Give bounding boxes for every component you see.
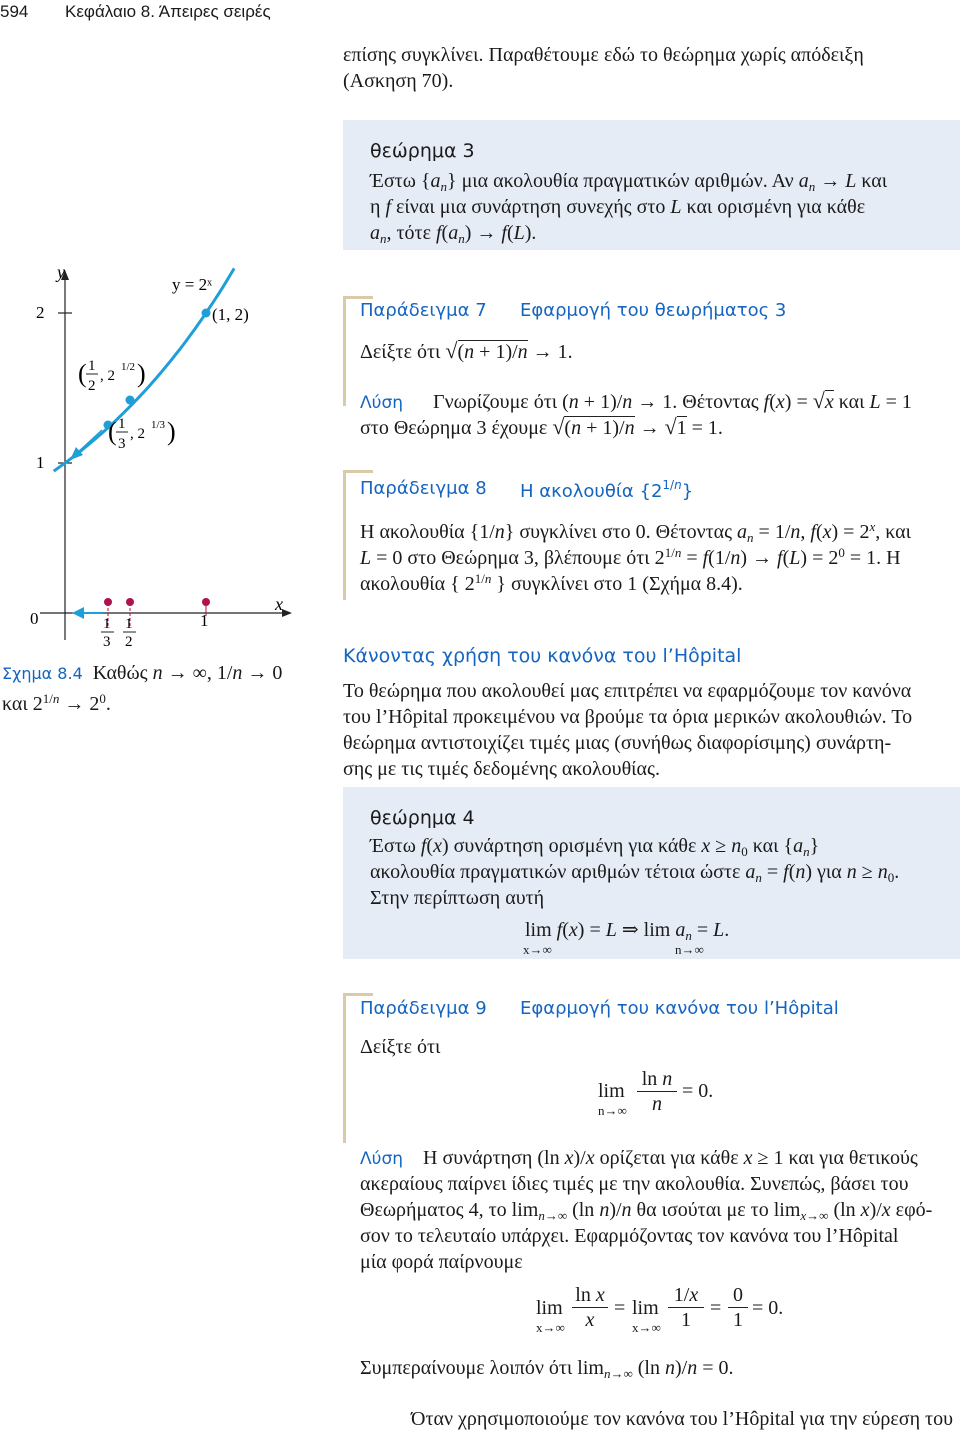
svg-text:, 2: , 2 [130, 426, 145, 442]
running-title: Κεφάλαιο 8. Άπειρες σειρές [65, 2, 271, 21]
example-9-formula-sub: n→∞ [598, 1103, 627, 1118]
theorem-3-line-1: Έστω $\{a_n\}$ μια ακολουθία πραγματικών αριθμών. Αν $a_n \to L$ και [370, 170, 888, 194]
svg-text:1: 1 [118, 416, 126, 432]
point-label-third [108, 416, 176, 452]
y-tick-2: 2 [36, 303, 45, 322]
lhopital-line-2: του l’Hôpital προκειμένου να βρούμε τα όρια μερικών ακολουθιών. Το [343, 706, 913, 728]
figure-8-4 [0, 260, 330, 660]
svg-text:): ) [167, 417, 176, 446]
formula2-lim-1: lim [536, 1297, 563, 1319]
x-axis-label: x [275, 594, 283, 614]
svg-text:1: 1 [103, 616, 111, 632]
x-tick-half [123, 616, 136, 650]
lhopital-line-4: σης με τις τιμές δεδομένης ακολουθίας. [343, 758, 660, 780]
point-label-half [78, 358, 146, 394]
formula2-eq-1: = [614, 1297, 626, 1319]
theorem-3-line-2: η f είναι μια συνάρτηση συνεχής στο L και ορισμένη για κάθε [370, 196, 866, 218]
example-9-solution-line-2: ακεραίους παίρνει ίδιες τιμές με την ακολουθία. Συνεπώς, βάσει του [360, 1173, 909, 1195]
example-9-solution-line-3: Θεωρήματος 4, το $\lim_{n\to\infty} (\ln$ n)/n θα ισούται με το $\lim_{x\to\infty} (\ln$ x)/x εφό- [360, 1199, 933, 1223]
curve-label: y = 2ˣ [172, 275, 213, 294]
example-9-formula-den: n [652, 1093, 662, 1115]
formula2-den-1: x [585, 1309, 595, 1331]
example-9-label: Παράδειγμα 9 [360, 998, 487, 1019]
example-8-title: Η ακολουθία $\{2^{1/n}\}$ [520, 478, 694, 502]
formula2-sub-1: x→∞ [536, 1320, 565, 1335]
svg-text:1: 1 [125, 616, 133, 632]
point-label-1: (1, 2) [212, 305, 249, 324]
intro-line-1: επίσης συγκλίνει. Παραθέτουμε εδώ το θεώρημα χωρίς απόδειξη [343, 44, 864, 66]
example-8-line-1: Η ακολουθία {1/n} συγκλίνει στο 0. Θέτοντας $a_n = 1/n$, $f(x) = 2^x$, και [360, 519, 912, 545]
formula2-den-3: 1 [733, 1309, 743, 1331]
svg-text:1/2: 1/2 [121, 361, 136, 373]
theorem-4-formula-sub-1: x→∞ [523, 942, 552, 957]
svg-text:, 2: , 2 [100, 368, 115, 384]
svg-text:1: 1 [88, 358, 96, 374]
example-9-statement: Δείξτε ότι [360, 1036, 441, 1058]
formula2-eq-2: = [710, 1297, 722, 1319]
example-7-title: Εφαρμογή του θεωρήματος 3 [520, 300, 787, 321]
formula2-num-2: 1/x [673, 1284, 699, 1306]
example-9-formula-rhs: = 0. [682, 1080, 714, 1102]
example-7-solution-line-2: στο Θεώρημα 3 έχουμε √(n + 1)/n → √1 = 1. [360, 414, 723, 439]
curve-point-1 [202, 309, 211, 318]
footer-line: Όταν χρησιμοποιούμε τον κανόνα του l’Hôpital για την εύρεση του [411, 1408, 953, 1430]
svg-text:2: 2 [88, 378, 96, 394]
svg-text:1/3: 1/3 [151, 419, 166, 431]
theorem-4-line-1: Έστω f(x) συνάρτηση ορισμένη για κάθε $x \ge n_0$ και $\{a_n\}$ [370, 835, 820, 859]
example-9-solution-line-5: μία φορά παίρνουμε [360, 1251, 523, 1273]
formula2-lim-2: lim [632, 1297, 659, 1319]
formula2-num-3: 0 [733, 1284, 743, 1306]
svg-text:2: 2 [125, 634, 133, 650]
figure-caption-line-2: και $2^{1/n} \to 2^0$. [2, 691, 111, 715]
theorem-4-line-3: Στην περίπτωση αυτή [370, 887, 545, 909]
example-9-solution-label: Λύση [360, 1149, 404, 1169]
lhopital-line-1: Το θεώρημα που ακολουθεί μας επιτρέπει να εφαρμόζουμε τον κανόνα [343, 680, 912, 702]
svg-text:(: ( [108, 417, 117, 446]
example-8-line-3: ακολουθία { $2^{1/n}$ } συγκλίνει στο 1 (Σχήμα 8.4). [360, 571, 743, 595]
example-9-conclusion: Συμπεραίνουμε λοιπόν ότι $\lim_{n\to\infty} (\ln$ n)/n = 0. [360, 1357, 734, 1381]
curve-point-half [126, 396, 135, 405]
theorem-4-formula-sub-2: n→∞ [675, 942, 704, 957]
x-tick-third [101, 616, 114, 650]
example-8-label: Παράδειγμα 8 [360, 478, 487, 499]
x-tick-1: 1 [200, 611, 209, 630]
example-9-solution-line-1: Λύση Η συνάρτηση (ln x)/x ορίζεται για κάθε x ≥ 1 και για θετικούς [360, 1147, 918, 1169]
lhopital-line-3: θεώρημα αντιστοιχίζει τιμές μιας (συνήθως διαφορίσιμης) συνάρτη- [343, 732, 892, 754]
example-9-formula-lim: lim [598, 1080, 625, 1102]
formula2-num-1: ln x [575, 1284, 605, 1306]
intro-line-2: (Ασκηση 70). [343, 70, 454, 92]
x-limit-arrow-icon [72, 607, 84, 619]
svg-text:3: 3 [118, 436, 126, 452]
y-tick-1: 1 [36, 453, 45, 472]
theorem-4-title: θεώρημα 4 [370, 807, 475, 829]
svg-text:(: ( [78, 359, 87, 388]
x-axis-arrow-icon [282, 609, 292, 617]
svg-text:): ) [137, 359, 146, 388]
page-number: 594 [0, 2, 29, 21]
theorem-4-formula: lim f(x) = L ⇒ $\lim a_n = L$. [525, 919, 730, 943]
y-axis-label: y [57, 262, 65, 282]
lhopital-section-title: Κάνοντας χρήση του κανόνα του l’Hôpital [343, 645, 742, 667]
theorem-3-title: θεώρημα 3 [370, 140, 475, 162]
example-9-formula-num: ln n [641, 1068, 673, 1090]
formula2-rhs: = 0. [752, 1297, 784, 1319]
figure-caption-line-1: Σχημα 8.4 Καθώς n → ∞, 1/n → 0 [2, 662, 283, 684]
example-7-solution-line-1: Λύση Γνωρίζουμε ότι (n + 1)/n → 1. Θέτοντας f(x) = √x και L = 1 [360, 388, 912, 413]
example-7-label: Παράδειγμα 7 [360, 300, 487, 321]
origin-label: 0 [30, 609, 39, 628]
theorem-4-box [343, 787, 960, 959]
limit-arrow-line [76, 430, 102, 454]
figure-caption-label: Σχημα 8.4 [2, 664, 83, 683]
x-point-half [126, 598, 134, 606]
svg-text:3: 3 [103, 634, 111, 650]
formula2-den-2: 1 [681, 1309, 691, 1331]
example-7-statement: Δείξτε ότι √(n + 1)/n → 1. [360, 338, 573, 363]
theorem-4-line-2: ακολουθία πραγματικών αριθμών τέτοια ώστε $a_n = f(n)$ για $n \ge n_0$. [370, 861, 900, 885]
formula2-sub-2: x→∞ [632, 1320, 661, 1335]
theorem-3-line-3: $a_n$, τότε $f(a_n) \to f(L)$. [370, 222, 537, 246]
example-8-line-2: L = 0 στο Θεώρημα 3, βλέπουμε ότι $2^{1/n} = f(1/n) \to f(L) = 2^0 = 1$. Η [360, 545, 901, 569]
example-9-title: Εφαρμογή του κανόνα του l’Hôpital [520, 998, 839, 1019]
example-9-solution-line-4: σον το τελευταίο υπάρχει. Εφαρμόζοντας τον κανόνα του l’Hôpital [360, 1225, 899, 1247]
theorem-3-box [343, 120, 960, 250]
example-7-solution-label: Λύση [360, 393, 404, 413]
x-point-third [104, 598, 112, 606]
